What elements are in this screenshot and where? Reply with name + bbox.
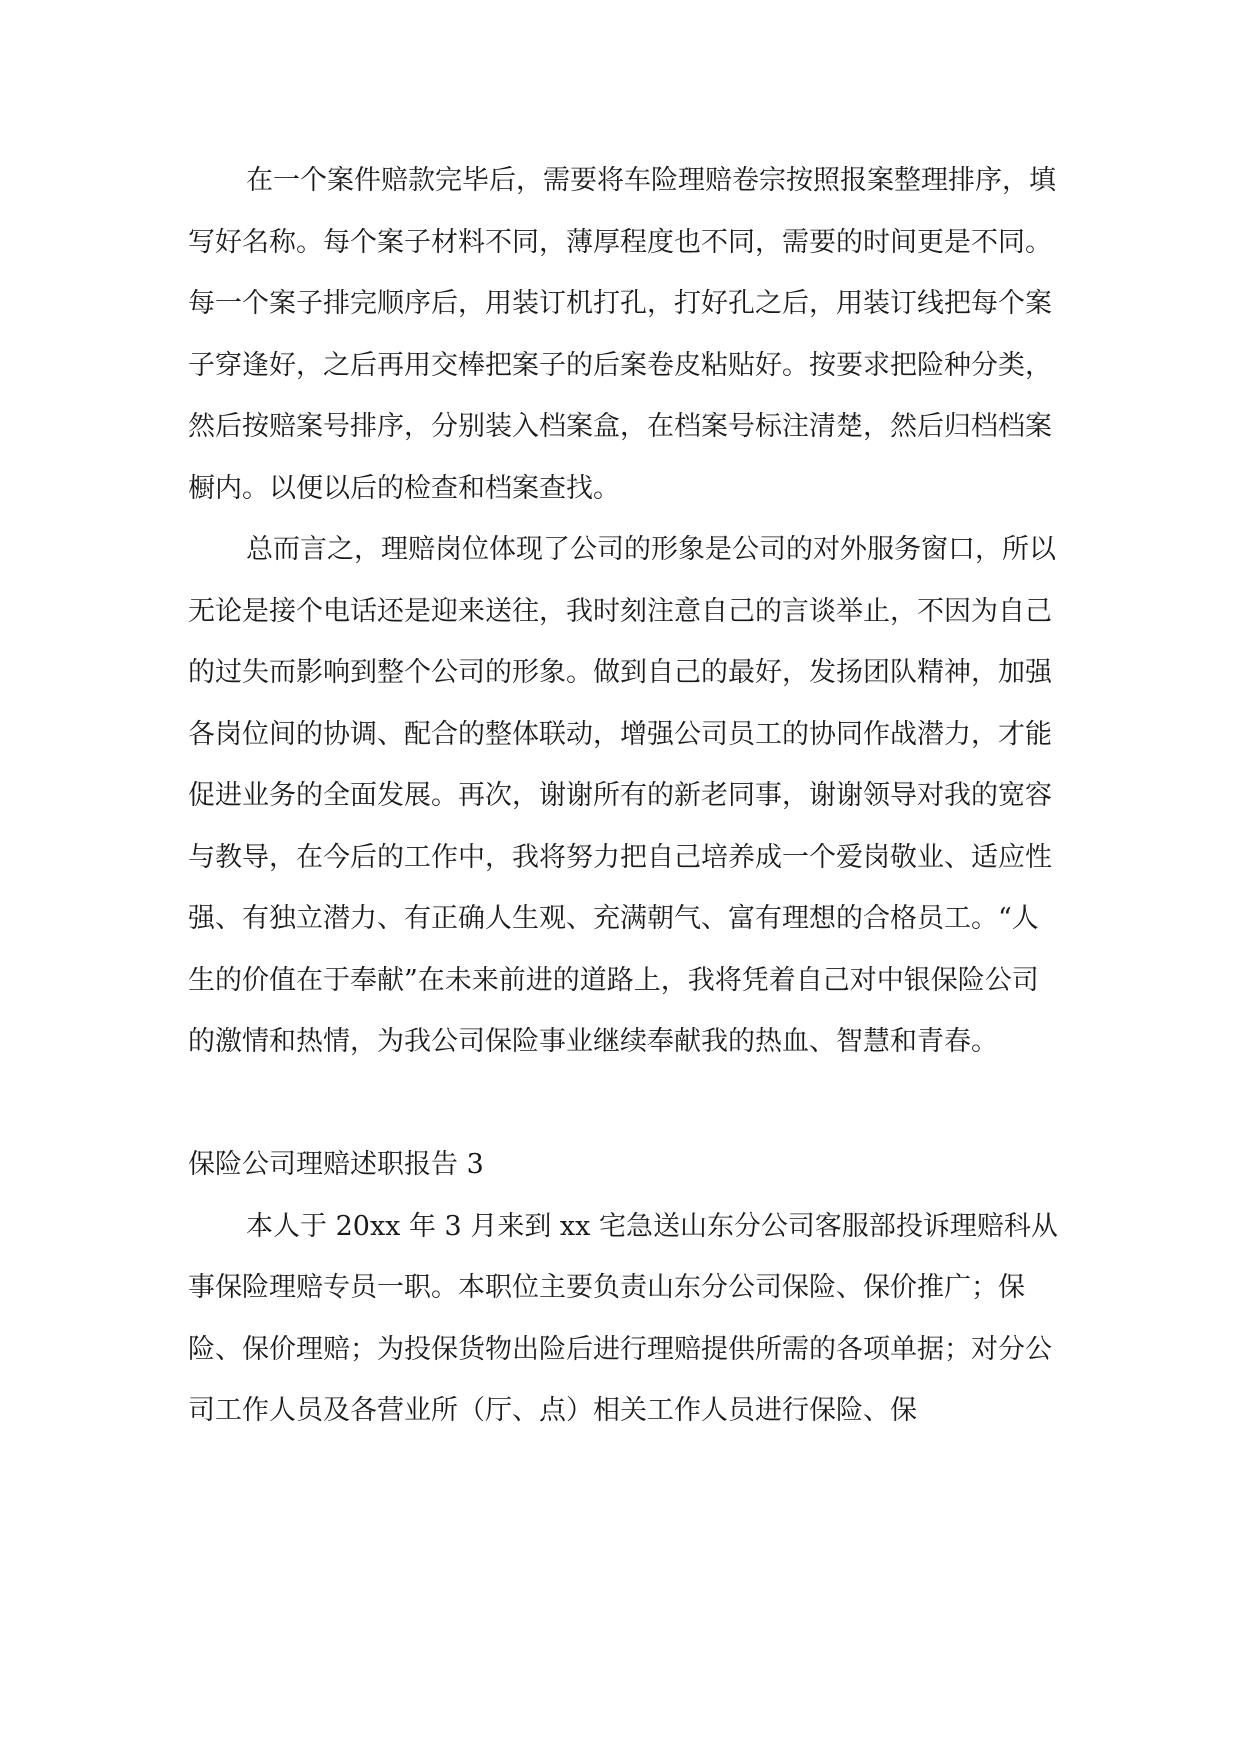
section-spacer — [188, 1073, 1060, 1135]
document-body — [188, 150, 1060, 1442]
paragraph-archiving: 在一个案件赔款完毕后，需要将车险理赔卷宗按照报案整理排序，填写好名称。每个案子材料不同，薄厚程度也不同，需要的时间更是不同。每一个案子排完顺序后，用装订机打孔，打好孔之后，用装订线把每个案子穿逢好，之后再用交棒把案子的后案卷皮粘贴好。按要求把险种分类，然后按赔案号排序，分别装入档案盒，在档案号标注清楚，然后归档档案橱内。以便以后的检查和档案查找。 — [188, 165, 1056, 504]
paragraph-intro: 本人于 20xx 年 3 月来到 xx 宅急送山东分公司客服部投诉理赔科从事保险理赔专员一职。本职位主要负责山东分公司保险、保价推广；保险、保价理赔；为投保货物出险后进行理赔提供所需的各项单据；对分公司工作人员及各营业所（厅、点）相关工作人员进行保险、保 — [188, 1210, 1058, 1426]
section-title: 保险公司理赔述职报告 3 — [188, 1149, 484, 1180]
paragraph-summary: 总而言之，理赔岗位体现了公司的形象是公司的对外服务窗口，所以无论是接个电话还是迎来送往，我时刻注意自己的言谈举止，不因为自己的过失而影响到整个公司的形象。做到自己的最好，发扬团队精神，加强各岗位间的协调、配合的整体联动，增强公司员工的协同作战潜力，才能促进业务的全面发展。再次，谢谢所有的新老同事，谢谢领导对我的宽容与教导，在今后的工作中，我将努力把自己培养成一个爱岗敬业、适应性强、有独立潜力、有正确人生观、充满朝气、富有理想的合格员工。“人生的价值在于奉献”在未来前进的道路上，我将凭着自己对中银保险公司的激情和热情，为我公司保险事业继续奉献我的热血、智慧和青春。 — [188, 534, 1056, 1057]
